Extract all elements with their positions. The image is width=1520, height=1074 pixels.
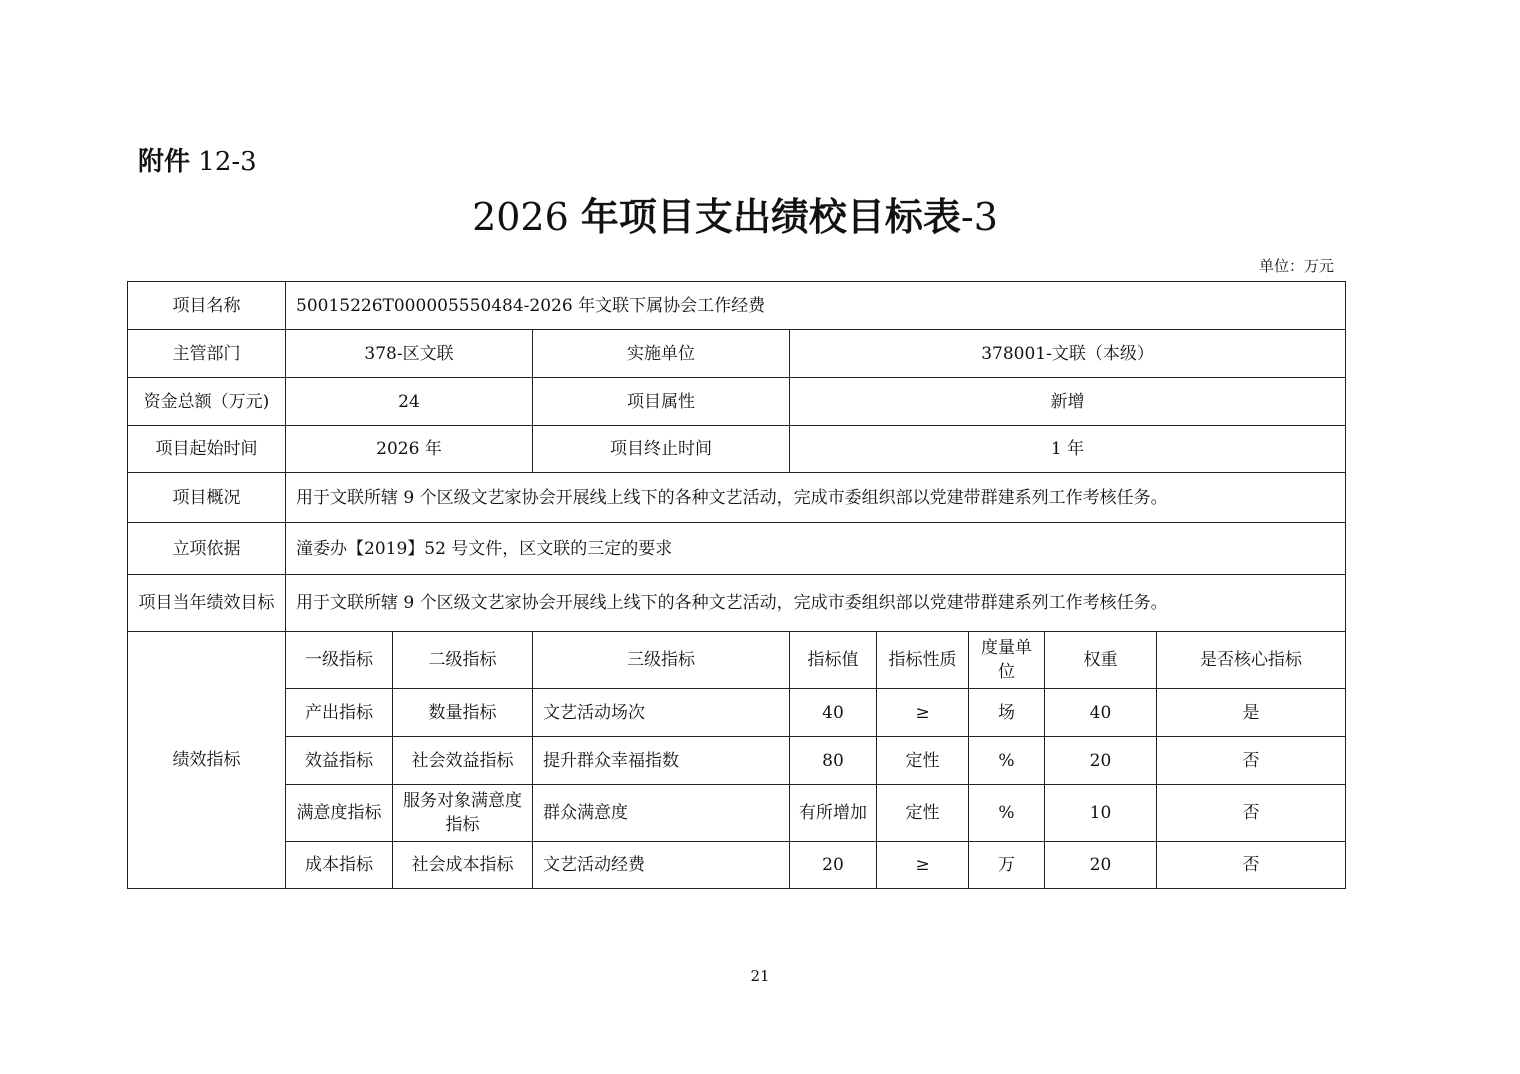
cell-level2: 社会成本指标 xyxy=(393,842,533,889)
funds-label: 资金总额（万元) xyxy=(128,378,286,426)
row-period xyxy=(128,426,1346,473)
cell-unit: 万 xyxy=(969,842,1045,889)
header-unit: 度量单位 xyxy=(969,632,1045,689)
dept-value: 378-区文联 xyxy=(286,330,533,378)
cell-unit: 场 xyxy=(969,689,1045,737)
header-value: 指标值 xyxy=(790,632,877,689)
unit-label: 单位：万元 xyxy=(1258,257,1334,275)
goal-value: 用于文联所辖 9 个区级文艺家协会开展线上线下的各种文艺活动，完成市委组织部以党建带群建系列工作考核任务。 xyxy=(286,575,1346,632)
cell-level3: 文艺活动经费 xyxy=(533,842,790,889)
cell-core: 否 xyxy=(1157,785,1346,842)
cell-level1: 效益指标 xyxy=(286,737,393,785)
attr-label: 项目属性 xyxy=(533,378,790,426)
title-year: 2026 xyxy=(472,195,569,239)
cell-level1: 满意度指标 xyxy=(286,785,393,842)
row-goal xyxy=(128,575,1346,632)
cell-value: 40 xyxy=(790,689,877,737)
cell-core: 否 xyxy=(1157,737,1346,785)
header-level2: 二级指标 xyxy=(393,632,533,689)
header-weight: 权重 xyxy=(1045,632,1157,689)
table-row xyxy=(128,842,1346,889)
funds-value: 24 xyxy=(286,378,533,426)
overview-label: 项目概况 xyxy=(128,473,286,523)
cell-weight: 10 xyxy=(1045,785,1157,842)
cell-core: 否 xyxy=(1157,842,1346,889)
cell-weight: 40 xyxy=(1045,689,1157,737)
performance-label: 绩效指标 xyxy=(128,632,286,889)
cell-nature: 定性 xyxy=(877,785,969,842)
cell-weight: 20 xyxy=(1045,737,1157,785)
overview-value: 用于文联所辖 9 个区级文艺家协会开展线上线下的各种文艺活动，完成市委组织部以党建带群建系列工作考核任务。 xyxy=(286,473,1346,523)
cell-unit: % xyxy=(969,785,1045,842)
cell-level3: 文艺活动场次 xyxy=(533,689,790,737)
row-basis xyxy=(128,523,1346,575)
row-department xyxy=(128,330,1346,378)
header-level3: 三级指标 xyxy=(533,632,790,689)
cell-level2: 社会效益指标 xyxy=(393,737,533,785)
start-label: 项目起始时间 xyxy=(128,426,286,473)
table-row xyxy=(128,785,1346,842)
table-row xyxy=(128,689,1346,737)
title-text: 年项目支出绩校目标表 xyxy=(580,195,961,239)
start-value: 2026 年 xyxy=(286,426,533,473)
cell-value: 80 xyxy=(790,737,877,785)
basis-label: 立项依据 xyxy=(128,523,286,575)
title-suffix: -3 xyxy=(960,195,998,239)
cell-value: 有所增加 xyxy=(790,785,877,842)
dept-label: 主管部门 xyxy=(128,330,286,378)
end-label: 项目终止时间 xyxy=(533,426,790,473)
cell-value: 20 xyxy=(790,842,877,889)
attr-value: 新增 xyxy=(790,378,1346,426)
cell-core: 是 xyxy=(1157,689,1346,737)
goal-label: 项目当年绩效目标 xyxy=(128,575,286,632)
cell-level1: 产出指标 xyxy=(286,689,393,737)
cell-nature: 定性 xyxy=(877,737,969,785)
page-title xyxy=(0,193,1470,241)
attachment-label xyxy=(138,146,257,178)
cell-nature: ≥ xyxy=(877,842,969,889)
cell-level1: 成本指标 xyxy=(286,842,393,889)
performance-table xyxy=(127,281,1346,889)
impl-label: 实施单位 xyxy=(533,330,790,378)
row-overview xyxy=(128,473,1346,523)
page-number: 21 xyxy=(750,967,770,985)
impl-value: 378001-文联（本级） xyxy=(790,330,1346,378)
attachment-number: 12-3 xyxy=(198,147,257,177)
cell-level2: 服务对象满意度指标 xyxy=(393,785,533,842)
cell-level3: 提升群众幸福指数 xyxy=(533,737,790,785)
table-row xyxy=(128,737,1346,785)
project-name-value: 50015226T000005550484-2026 年文联下属协会工作经费 xyxy=(286,282,1346,330)
cell-level2: 数量指标 xyxy=(393,689,533,737)
row-funds xyxy=(128,378,1346,426)
cell-nature: ≥ xyxy=(877,689,969,737)
cell-level3: 群众满意度 xyxy=(533,785,790,842)
cell-unit: % xyxy=(969,737,1045,785)
cell-weight: 20 xyxy=(1045,842,1157,889)
end-value: 1 年 xyxy=(790,426,1346,473)
row-project-name xyxy=(128,282,1346,330)
header-level1: 一级指标 xyxy=(286,632,393,689)
attachment-prefix: 附件 xyxy=(138,147,191,177)
project-name-label: 项目名称 xyxy=(128,282,286,330)
header-nature: 指标性质 xyxy=(877,632,969,689)
basis-value: 潼委办【2019】52 号文件，区文联的三定的要求 xyxy=(286,523,1346,575)
header-core: 是否核心指标 xyxy=(1157,632,1346,689)
indicator-header-row xyxy=(128,632,1346,689)
